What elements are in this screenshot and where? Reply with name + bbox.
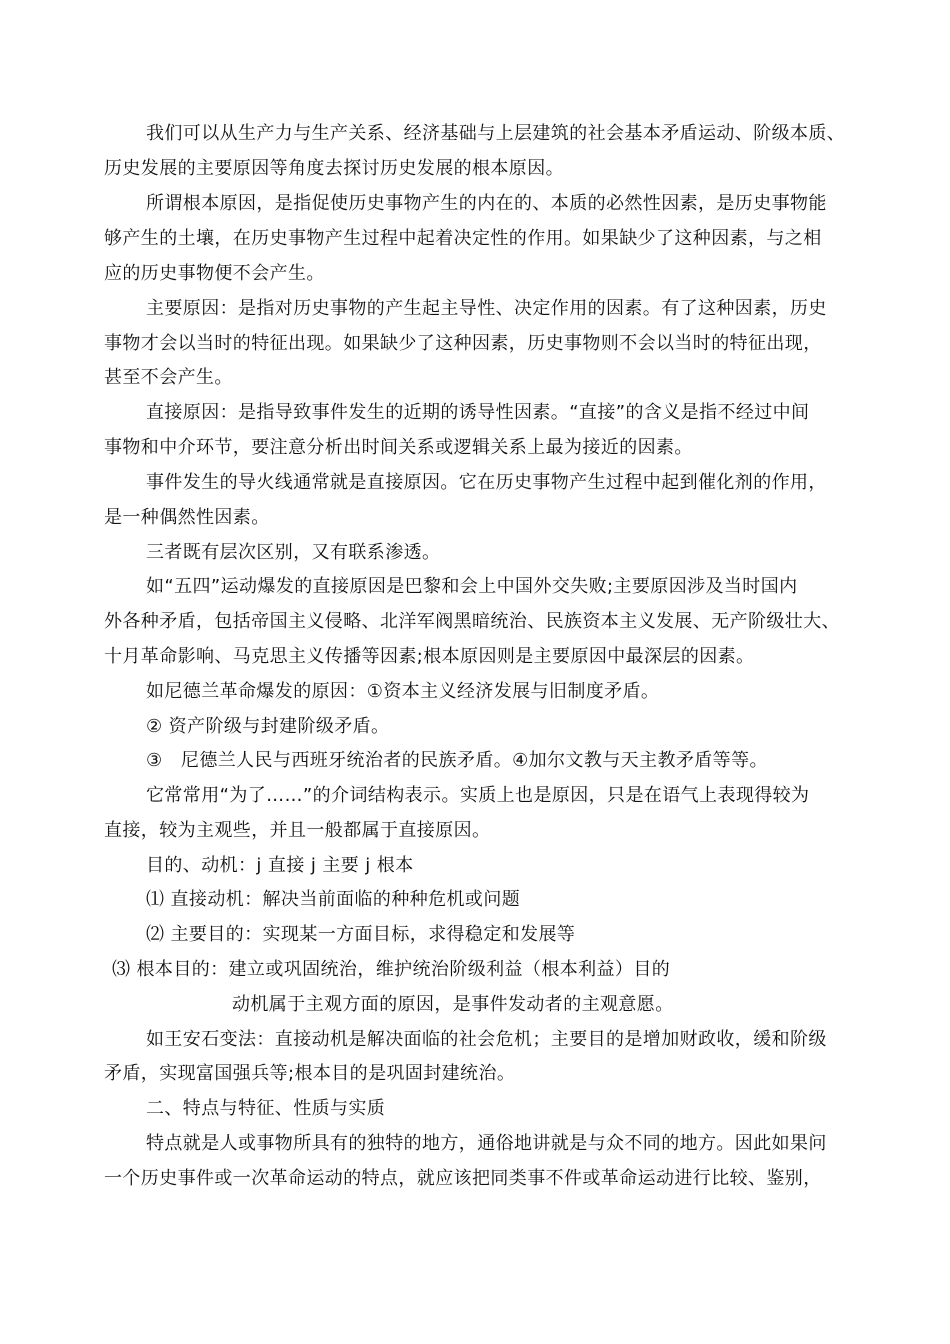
text-line: 特点就是人或事物所具有的独特的地方，通俗地讲就是与众不同的地方。因此如果问 bbox=[146, 1133, 827, 1154]
text-line: 十月革命影响、马克思主义传播等因素;根本原因则是主要原因中最深层的因素。 bbox=[104, 646, 755, 667]
text-line: 二、特点与特征、性质与实质 bbox=[146, 1098, 386, 1119]
text-line: 如王安石变法：直接动机是解决面临的社会危机；主要目的是增加财政收，缓和阶级 bbox=[146, 1029, 827, 1050]
text-line: 动机属于主观方面的原因，是事件发动者的主观意愿。 bbox=[232, 994, 674, 1015]
text-line: ⑴ 直接动机：解决当前面临的种种危机或问题 bbox=[146, 889, 521, 910]
text-line: 事件发生的导火线通常就是直接原因。它在历史事物产生过程中起到催化剂的作用， bbox=[146, 472, 827, 493]
text-line: 直接原因：是指导致事件发生的近期的诱导性因素。“直接”的含义是指不经过中间 bbox=[146, 402, 810, 423]
text-line: 够产生的土壤，在历史事物产生过程中起着决定性的作用。如果缺少了这种因素，与之相 bbox=[104, 228, 822, 249]
text-line: ⑵ 主要目的：实现某一方面目标，求得稳定和发展等 bbox=[146, 924, 576, 945]
text-line: 事物才会以当时的特征出现。如果缺少了这种因素，历史事物则不会以当时的特征出现， bbox=[104, 333, 822, 354]
text-line: 应的历史事物便不会产生。 bbox=[104, 263, 325, 284]
text-line: 目的、动机：j 直接 j 主要 j 根本 bbox=[146, 855, 414, 876]
text-line: 矛盾，实现富国强兵等;根本目的是巩固封建统治。 bbox=[104, 1063, 516, 1084]
text-line: 所谓根本原因，是指促使历史事物产生的内在的、本质的必然性因素，是历史事物能 bbox=[146, 193, 827, 214]
text-line: 是一种偶然性因素。 bbox=[104, 507, 270, 528]
text-line: ⑶ 根本目的：建立或巩固统治，维护统治阶级利益（根本利益）目的 bbox=[112, 959, 671, 980]
text-line: 历史发展的主要原因等角度去探讨历史发展的根本原因。 bbox=[104, 158, 564, 179]
text-line: 它常常用“为了……”的介词结构表示。实质上也是原因，只是在语气上表现得较为 bbox=[146, 785, 810, 806]
text-line: 主要原因：是指对历史事物的产生起主导性、决定作用的因素。有了这种因素，历史 bbox=[146, 298, 827, 319]
text-line: 我们可以从生产力与生产关系、经济基础与上层建筑的社会基本矛盾运动、阶级本质、 bbox=[146, 123, 846, 144]
text-line: 直接，较为主观些，并且一般都属于直接原因。 bbox=[104, 820, 491, 841]
text-line: 事物和中介环节，要注意分析出时间关系或逻辑关系上最为接近的因素。 bbox=[104, 437, 693, 458]
text-line: 如尼德兰革命爆发的原因：①资本主义经济发展与旧制度矛盾。 bbox=[146, 681, 660, 702]
text-line: ③ 尼德兰人民与西班牙统治者的民族矛盾。④加尔文教与天主教矛盾等等。 bbox=[146, 750, 768, 771]
text-line: 外各种矛盾，包括帝国主义侵略、北洋军阀黑暗统治、民族资本主义发展、无产阶级壮大、 bbox=[104, 611, 840, 632]
text-line: 三者既有层次区别，又有联系渗透。 bbox=[146, 542, 441, 563]
text-line: ② 资产阶级与封建阶级矛盾。 bbox=[146, 716, 390, 737]
text-line: 如“五四”运动爆发的直接原因是巴黎和会上中国外交失败;主要原因涉及当时国内 bbox=[146, 576, 798, 597]
text-line: 一个历史事件或一次革命运动的特点，就应该把同类事不件或革命运动进行比较、鉴别， bbox=[104, 1168, 822, 1189]
text-line: 甚至不会产生。 bbox=[104, 367, 233, 388]
